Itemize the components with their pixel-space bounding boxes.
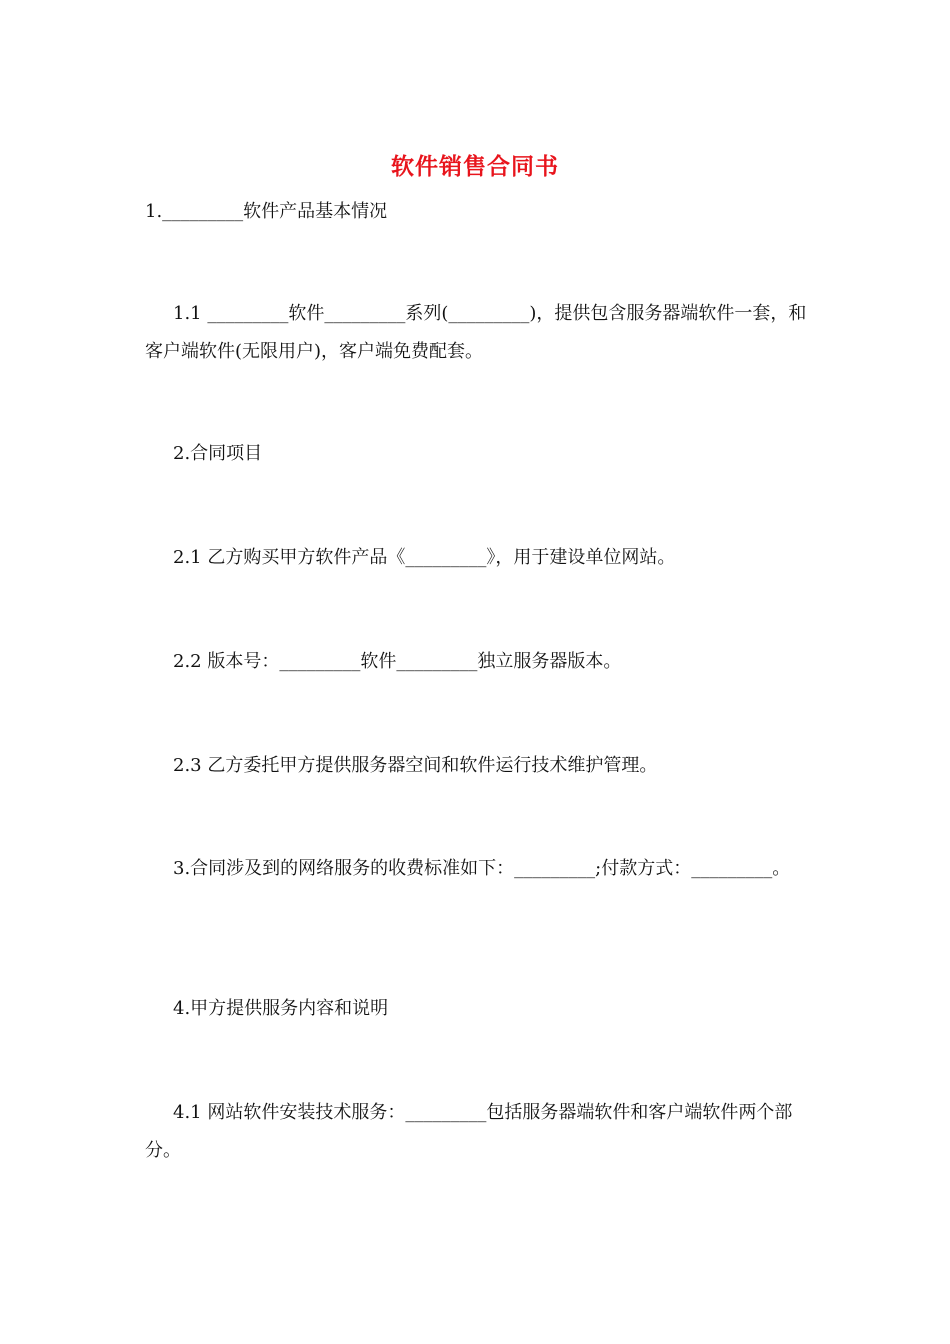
paragraph-2-1: 2.1 乙方购买甲方软件产品《_________》，用于建设单位网站。 (173, 547, 676, 568)
paragraph-1: 1._________软件产品基本情况 (145, 201, 388, 222)
document-title: 软件销售合同书 (391, 154, 559, 180)
paragraph-2-2: 2.2 版本号：_________软件_________独立服务器版本。 (173, 651, 622, 672)
paragraph-2-3: 2.3 乙方委托甲方提供服务器空间和软件运行技术维护管理。 (173, 755, 658, 776)
paragraph-2: 2.合同项目 (173, 443, 263, 464)
paragraph-1-1: 1.1 _________软件_________系列(_________)，提供包含服务器端软件一套，和客户端软件(无限用户)，客户端免费配套。 (145, 303, 807, 362)
paragraph-3: 3.合同涉及到的网络服务的收费标准如下：_________;付款方式：_________。 (173, 858, 791, 879)
paragraph-4: 4.甲方提供服务内容和说明 (173, 998, 389, 1019)
paragraph-4-1: 4.1 网站软件安装技术服务：_________包括服务器端软件和客户端软件两个部分。 (145, 1102, 793, 1161)
